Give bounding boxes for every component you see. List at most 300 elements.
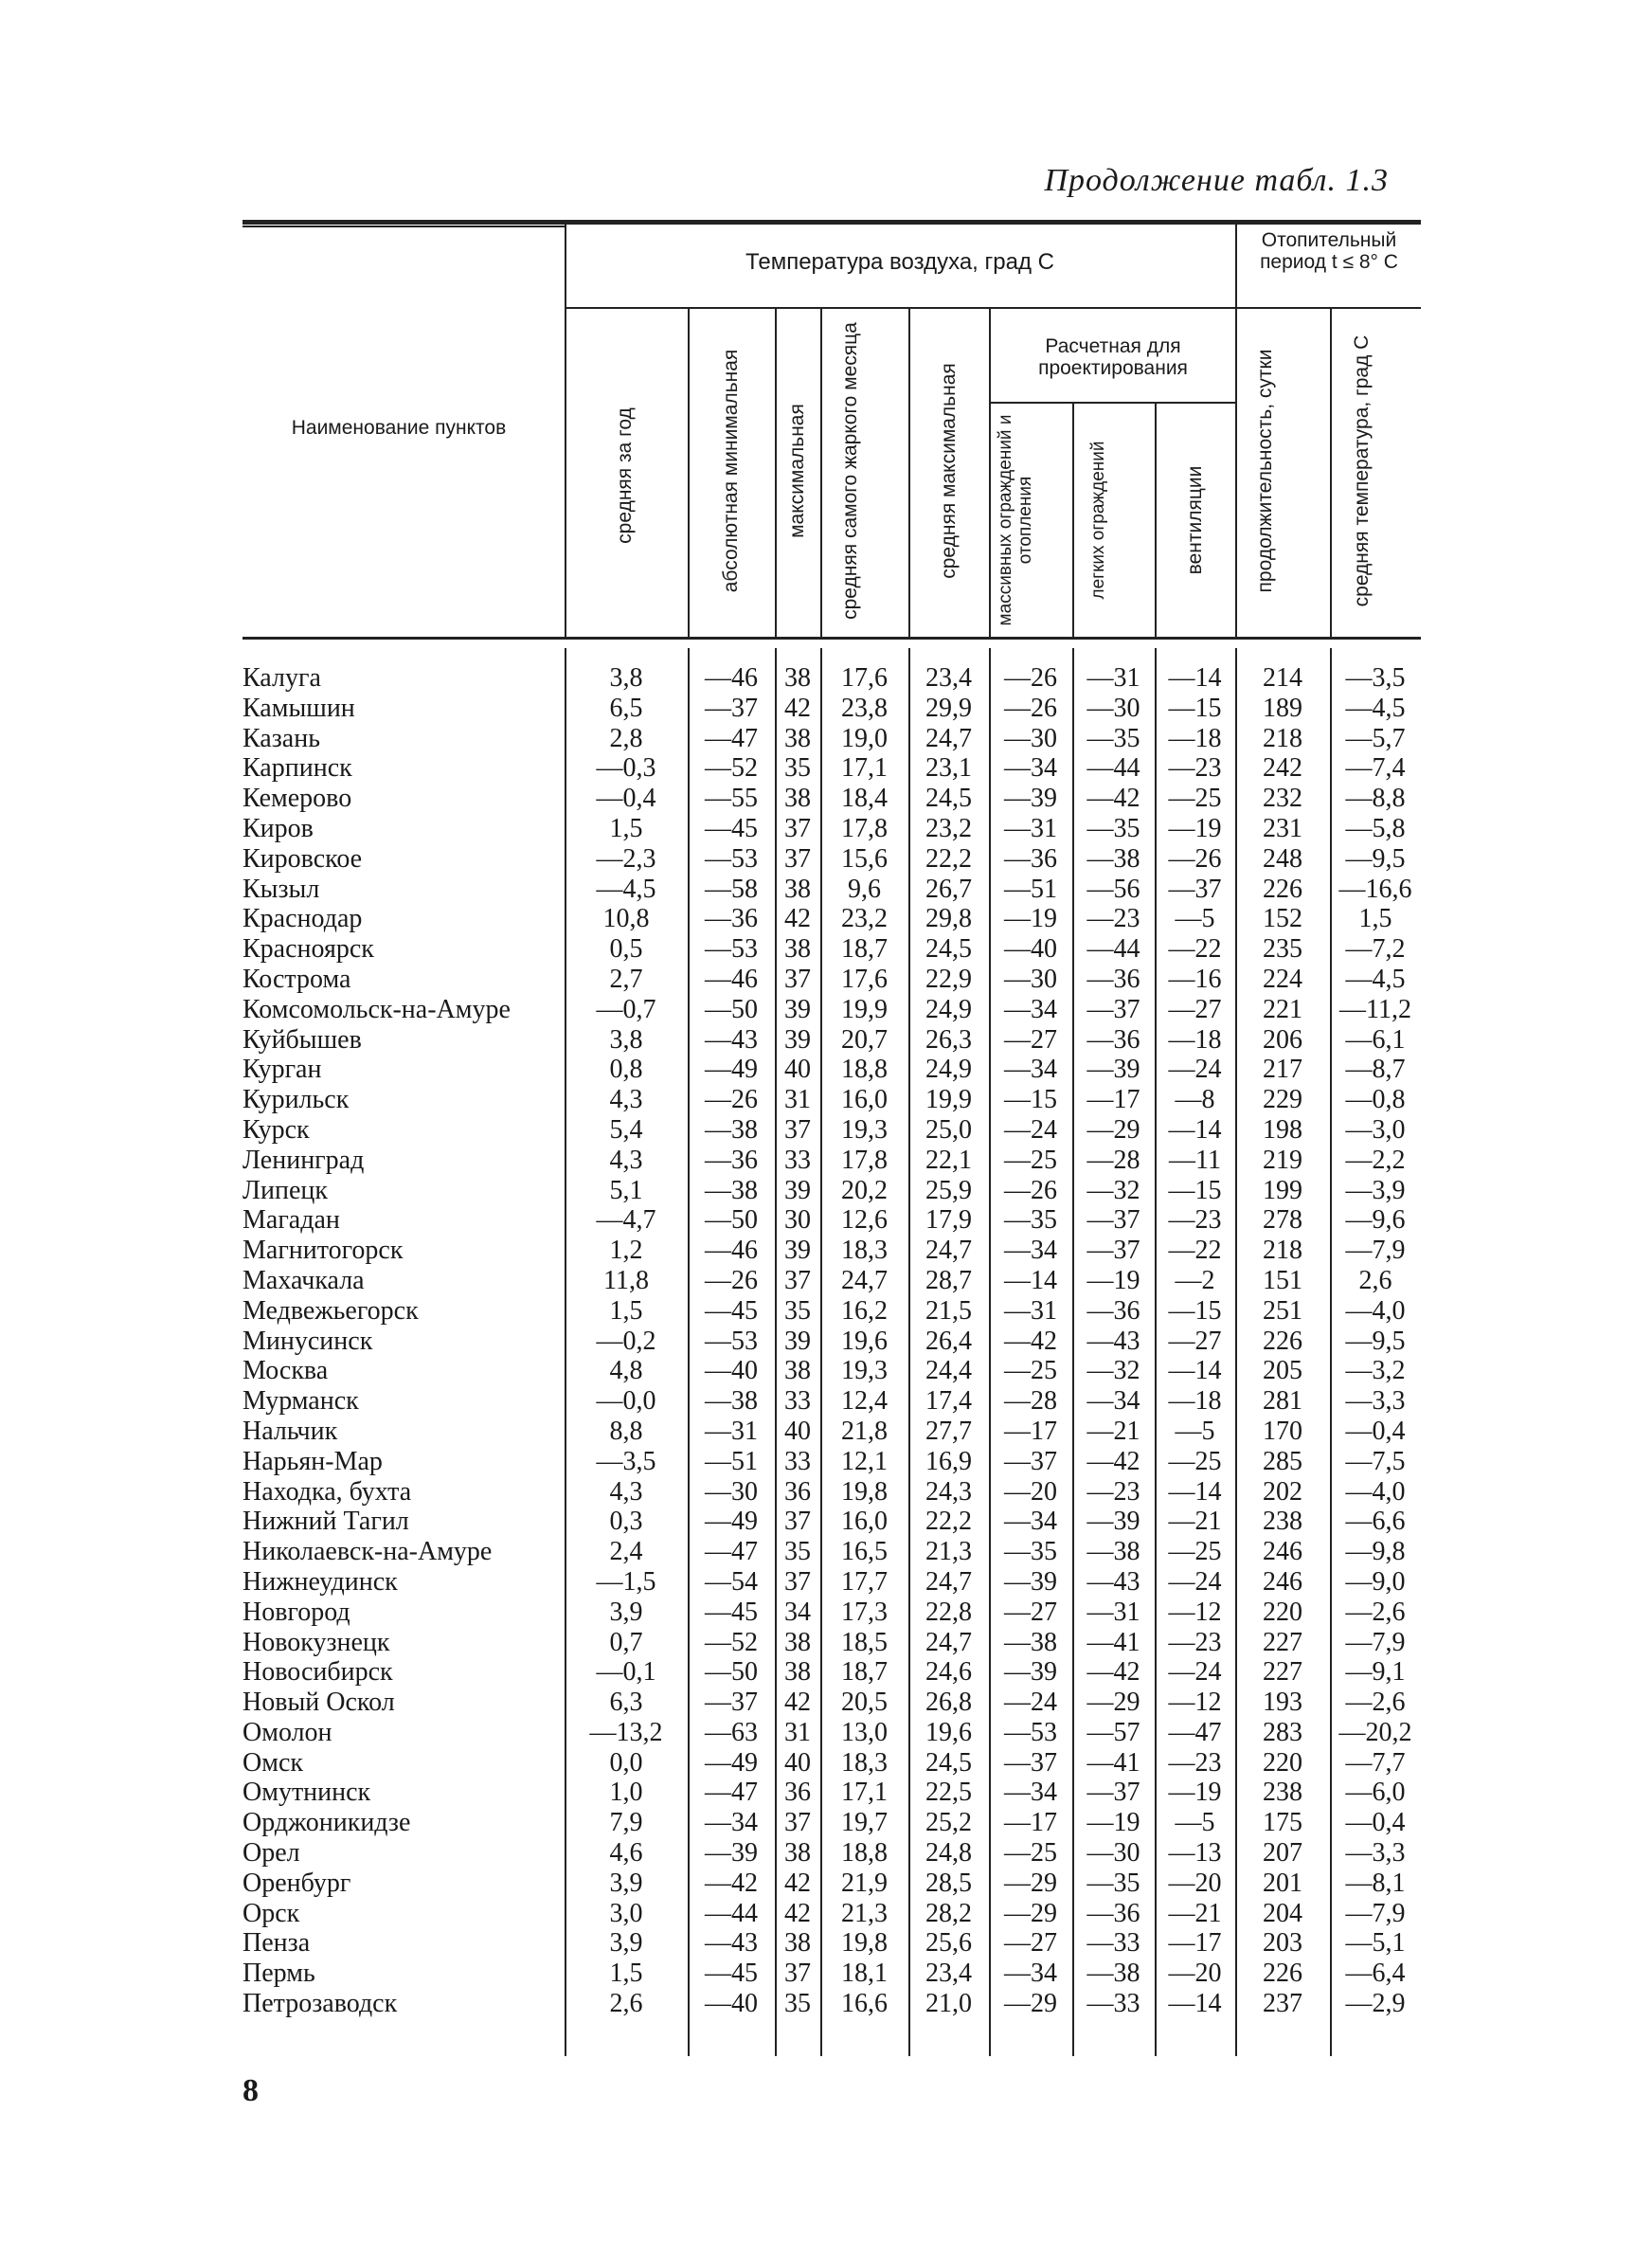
cell-avg-year: —0,7	[596, 994, 656, 1024]
cell-light: —30	[1086, 693, 1140, 723]
cell-massive: —29	[1004, 1989, 1057, 2019]
cell-avg-temp: —2,6	[1345, 1688, 1406, 1718]
cell-avg-hot-month: 19,0	[841, 723, 888, 753]
cell-avg-max: 24,7	[925, 1566, 972, 1597]
cell-avg-year: —0,4	[596, 784, 656, 814]
point-name: Курильск	[242, 1085, 350, 1115]
table-row	[242, 784, 1421, 814]
table-row	[242, 1327, 1421, 1357]
cell-duration: 217	[1263, 1055, 1302, 1085]
cell-avg-max: 17,4	[925, 1386, 972, 1417]
cell-vent: —14	[1168, 1356, 1222, 1386]
cell-vent: —14	[1168, 663, 1222, 693]
cell-vent: —14	[1168, 1989, 1222, 2019]
table-row	[242, 1567, 1421, 1598]
table-row	[242, 1386, 1421, 1417]
cell-duration: 204	[1263, 1898, 1302, 1928]
point-name: Камышин	[242, 693, 355, 723]
cell-avg-year: 3,0	[609, 1898, 643, 1928]
cell-massive: —14	[1004, 1265, 1057, 1295]
cell-light: —42	[1086, 784, 1140, 814]
cell-avg-temp: —6,0	[1345, 1778, 1406, 1808]
cell-massive: —35	[1004, 1537, 1057, 1567]
cell-avg-max: 26,7	[925, 874, 972, 904]
cell-massive: —51	[1004, 874, 1057, 904]
cell-avg-max: 24,7	[925, 1627, 972, 1657]
cell-abs-min: —36	[705, 904, 758, 934]
cell-duration: 238	[1263, 1778, 1302, 1808]
cell-vent: —22	[1168, 1236, 1222, 1266]
cell-abs-min: —37	[705, 693, 758, 723]
cell-avg-year: 7,9	[609, 1808, 643, 1838]
cell-avg-temp: —4,5	[1345, 693, 1406, 723]
cell-max: 35	[784, 1295, 811, 1326]
cell-massive: —17	[1004, 1416, 1057, 1446]
cell-vent: —19	[1168, 813, 1222, 843]
cell-massive: —28	[1004, 1386, 1057, 1417]
cell-light: —17	[1086, 1085, 1140, 1115]
cell-light: —19	[1086, 1808, 1140, 1838]
cell-light: —41	[1086, 1747, 1140, 1778]
cell-abs-min: —30	[705, 1476, 758, 1507]
table-row	[242, 1176, 1421, 1206]
cell-avg-temp: —9,0	[1345, 1566, 1406, 1597]
cell-avg-year: —0,2	[596, 1326, 656, 1356]
cell-avg-hot-month: 21,3	[841, 1898, 888, 1928]
cell-avg-year: 2,6	[609, 1989, 643, 2019]
cell-massive: —53	[1004, 1717, 1057, 1747]
cell-vent: —22	[1168, 934, 1222, 965]
table-row	[242, 1989, 1421, 2019]
cell-abs-min: —38	[705, 1175, 758, 1205]
cell-avg-year: 0,3	[609, 1507, 643, 1537]
cell-avg-hot-month: 18,1	[841, 1959, 888, 1989]
cell-avg-temp: —4,0	[1345, 1295, 1406, 1326]
cell-massive: —20	[1004, 1476, 1057, 1507]
cell-avg-max: 25,6	[925, 1928, 972, 1959]
table-row	[242, 1055, 1421, 1085]
cell-avg-temp: —9,1	[1345, 1657, 1406, 1688]
header-duration: продолжительность, сутки	[1254, 349, 1276, 593]
cell-vent: —23	[1168, 753, 1222, 784]
point-name: Нижнеудинск	[242, 1566, 398, 1597]
cell-avg-hot-month: 9,6	[848, 874, 881, 904]
cell-vent: —25	[1168, 784, 1222, 814]
cell-light: —44	[1086, 934, 1140, 965]
cell-avg-hot-month: 20,7	[841, 1024, 888, 1055]
cell-avg-temp: —0,4	[1345, 1808, 1406, 1838]
cell-max: 37	[784, 1566, 811, 1597]
cell-vent: —47	[1168, 1717, 1222, 1747]
header-avg-year: средняя за год	[614, 407, 636, 544]
cell-avg-max: 21,5	[925, 1295, 972, 1326]
cell-max: 40	[784, 1055, 811, 1085]
cell-duration: 201	[1263, 1868, 1302, 1898]
cell-avg-year: 6,5	[609, 693, 643, 723]
cell-abs-min: —42	[705, 1868, 758, 1898]
cell-avg-hot-month: 21,9	[841, 1868, 888, 1898]
cell-avg-max: 23,4	[925, 1959, 972, 1989]
table-row	[242, 1778, 1421, 1808]
table-row	[242, 1657, 1421, 1688]
cell-vent: —23	[1168, 1747, 1222, 1778]
cell-avg-temp: —2,9	[1345, 1989, 1406, 2019]
cell-avg-year: 1,5	[609, 1295, 643, 1326]
cell-avg-max: 23,4	[925, 663, 972, 693]
cell-avg-temp: —6,1	[1345, 1024, 1406, 1055]
table-row	[242, 995, 1421, 1025]
cell-max: 42	[784, 1898, 811, 1928]
cell-avg-temp: —4,5	[1345, 964, 1406, 994]
cell-avg-year: 1,0	[609, 1778, 643, 1808]
cell-avg-hot-month: 12,6	[841, 1205, 888, 1236]
cell-light: —35	[1086, 1868, 1140, 1898]
cell-massive: —26	[1004, 1175, 1057, 1205]
point-name: Кировское	[242, 843, 363, 874]
table-row	[242, 1928, 1421, 1959]
cell-abs-min: —38	[705, 1386, 758, 1417]
table-body	[242, 663, 1421, 2019]
cell-vent: —14	[1168, 1114, 1222, 1145]
cell-avg-year: —4,5	[596, 874, 656, 904]
table-row	[242, 1025, 1421, 1056]
cell-abs-min: —45	[705, 1959, 758, 1989]
cell-avg-year: 10,8	[602, 904, 650, 934]
cell-light: —42	[1086, 1657, 1140, 1688]
cell-duration: 285	[1263, 1446, 1302, 1476]
cell-duration: 246	[1263, 1566, 1302, 1597]
cell-avg-year: —0,1	[596, 1657, 656, 1688]
cell-vent: —18	[1168, 1386, 1222, 1417]
table-row	[242, 663, 1421, 694]
point-name: Мурманск	[242, 1386, 359, 1417]
cell-light: —38	[1086, 1959, 1140, 1989]
cell-max: 33	[784, 1386, 811, 1417]
cell-vent: —5	[1175, 1808, 1215, 1838]
cell-max: 38	[784, 874, 811, 904]
cell-avg-max: 24,7	[925, 723, 972, 753]
cell-light: —35	[1086, 723, 1140, 753]
cell-abs-min: —46	[705, 964, 758, 994]
cell-avg-max: 22,1	[925, 1145, 972, 1175]
point-name: Пенза	[242, 1928, 311, 1959]
cell-abs-min: —47	[705, 1778, 758, 1808]
cell-light: —36	[1086, 1898, 1140, 1928]
cell-duration: 229	[1263, 1085, 1302, 1115]
cell-avg-year: 6,3	[609, 1688, 643, 1718]
cell-duration: 205	[1263, 1356, 1302, 1386]
cell-duration: 238	[1263, 1507, 1302, 1537]
cell-avg-temp: —2,6	[1345, 1597, 1406, 1627]
point-name: Махачкала	[242, 1265, 365, 1295]
point-name: Карпинск	[242, 753, 352, 784]
cell-light: —37	[1086, 1236, 1140, 1266]
cell-abs-min: —26	[705, 1265, 758, 1295]
cell-massive: —37	[1004, 1747, 1057, 1778]
cell-duration: 226	[1263, 1326, 1302, 1356]
cell-avg-year: —0,0	[596, 1386, 656, 1417]
cell-duration: 152	[1263, 904, 1302, 934]
cell-light: —30	[1086, 1838, 1140, 1869]
cell-massive: —39	[1004, 1566, 1057, 1597]
header-avg-max: средняя максимальная	[938, 363, 960, 579]
cell-avg-max: 29,8	[925, 904, 972, 934]
cell-abs-min: —43	[705, 1928, 758, 1959]
cell-avg-temp: —9,5	[1345, 1326, 1406, 1356]
cell-vent: —27	[1168, 994, 1222, 1024]
cell-duration: 193	[1263, 1688, 1302, 1718]
cell-avg-max: 21,3	[925, 1537, 972, 1567]
cell-avg-max: 24,8	[925, 1838, 972, 1869]
point-name: Орск	[242, 1898, 300, 1928]
point-name: Курск	[242, 1114, 310, 1145]
cell-vent: —15	[1168, 1295, 1222, 1326]
point-name: Кемерово	[242, 784, 352, 814]
cell-avg-hot-month: 19,6	[841, 1326, 888, 1356]
cell-avg-max: 23,2	[925, 813, 972, 843]
cell-avg-temp: —20,2	[1338, 1717, 1412, 1747]
cell-avg-max: 17,9	[925, 1205, 972, 1236]
cell-massive: —42	[1004, 1326, 1057, 1356]
cell-max: 38	[784, 1657, 811, 1688]
cell-avg-hot-month: 16,5	[841, 1537, 888, 1567]
cell-light: —44	[1086, 753, 1140, 784]
cell-avg-max: 24,9	[925, 1055, 972, 1085]
cell-duration: 231	[1263, 813, 1302, 843]
cell-max: 38	[784, 1838, 811, 1869]
cell-avg-temp: —7,4	[1345, 753, 1406, 784]
point-name: Находка, бухта	[242, 1476, 412, 1507]
cell-max: 30	[784, 1205, 811, 1236]
cell-vent: —37	[1168, 874, 1222, 904]
cell-duration: 203	[1263, 1928, 1302, 1959]
cell-avg-max: 26,8	[925, 1688, 972, 1718]
table-row	[242, 1417, 1421, 1447]
cell-massive: —26	[1004, 693, 1057, 723]
cell-vent: —26	[1168, 843, 1222, 874]
cell-max: 40	[784, 1747, 811, 1778]
cell-avg-max: 24,5	[925, 934, 972, 965]
table-row	[242, 814, 1421, 844]
cell-massive: —24	[1004, 1114, 1057, 1145]
cell-max: 38	[784, 784, 811, 814]
cell-avg-max: 26,3	[925, 1024, 972, 1055]
cell-duration: 242	[1263, 753, 1302, 784]
cell-light: —35	[1086, 813, 1140, 843]
cell-vent: —15	[1168, 1175, 1222, 1205]
cell-light: —39	[1086, 1055, 1140, 1085]
cell-abs-min: —53	[705, 843, 758, 874]
cell-avg-temp: —3,5	[1345, 663, 1406, 693]
cell-max: 39	[784, 1175, 811, 1205]
cell-avg-temp: —3,2	[1345, 1356, 1406, 1386]
header-max: максимальная	[786, 404, 808, 538]
point-name: Орел	[242, 1838, 300, 1869]
cell-max: 38	[784, 723, 811, 753]
page-number: 8	[242, 2073, 259, 2108]
cell-max: 37	[784, 843, 811, 874]
cell-avg-year: 4,8	[609, 1356, 643, 1386]
cell-abs-min: —47	[705, 723, 758, 753]
cell-light: —57	[1086, 1717, 1140, 1747]
point-name: Нижний Тагил	[242, 1507, 409, 1537]
cell-avg-hot-month: 21,8	[841, 1416, 888, 1446]
cell-duration: 206	[1263, 1024, 1302, 1055]
cell-avg-temp: —9,8	[1345, 1537, 1406, 1567]
cell-avg-hot-month: 17,6	[841, 964, 888, 994]
cell-avg-hot-month: 23,8	[841, 693, 888, 723]
cell-abs-min: —45	[705, 1295, 758, 1326]
header-temp-group: Температура воздуха, град С	[745, 249, 1054, 275]
cell-avg-year: 4,3	[609, 1476, 643, 1507]
cell-avg-hot-month: 17,7	[841, 1566, 888, 1597]
cell-avg-max: 22,2	[925, 843, 972, 874]
cell-abs-min: —26	[705, 1085, 758, 1115]
cell-vent: —21	[1168, 1507, 1222, 1537]
cell-vent: —25	[1168, 1446, 1222, 1476]
cell-avg-hot-month: 18,7	[841, 1657, 888, 1688]
cell-avg-year: 2,4	[609, 1537, 643, 1567]
cell-avg-temp: 2,6	[1358, 1265, 1392, 1295]
cell-abs-min: —53	[705, 1326, 758, 1356]
cell-avg-max: 24,5	[925, 784, 972, 814]
point-name: Новый Оскол	[242, 1688, 395, 1718]
cell-max: 37	[784, 1808, 811, 1838]
point-name: Киров	[242, 813, 314, 843]
cell-duration: 207	[1263, 1838, 1302, 1869]
table-row	[242, 1507, 1421, 1537]
point-name: Курган	[242, 1055, 322, 1085]
cell-light: —21	[1086, 1416, 1140, 1446]
cell-max: 36	[784, 1476, 811, 1507]
cell-max: 38	[784, 1627, 811, 1657]
table-header	[242, 224, 1421, 639]
cell-avg-hot-month: 17,1	[841, 1778, 888, 1808]
table-row	[242, 1146, 1421, 1176]
cell-vent: —24	[1168, 1657, 1222, 1688]
cell-avg-hot-month: 17,8	[841, 813, 888, 843]
cell-avg-year: 5,1	[609, 1175, 643, 1205]
cell-avg-hot-month: 18,3	[841, 1236, 888, 1266]
cell-avg-year: 2,7	[609, 964, 643, 994]
cell-massive: —39	[1004, 1657, 1057, 1688]
cell-max: 37	[784, 964, 811, 994]
cell-max: 42	[784, 1688, 811, 1718]
cell-light: —42	[1086, 1446, 1140, 1476]
cell-avg-max: 27,7	[925, 1416, 972, 1446]
cell-avg-year: 11,8	[603, 1265, 649, 1295]
cell-max: 38	[784, 934, 811, 965]
table-row	[242, 1598, 1421, 1628]
table-row	[242, 1205, 1421, 1236]
point-name: Петрозаводск	[242, 1989, 398, 2019]
cell-avg-temp: —16,6	[1338, 874, 1412, 904]
cell-abs-min: —47	[705, 1537, 758, 1567]
cell-light: —41	[1086, 1627, 1140, 1657]
header-vent: вентиляции	[1184, 465, 1206, 575]
cell-avg-hot-month: 19,7	[841, 1808, 888, 1838]
cell-duration: 151	[1263, 1265, 1302, 1295]
cell-duration: 226	[1263, 1959, 1302, 1989]
cell-max: 31	[784, 1717, 811, 1747]
cell-massive: —34	[1004, 1236, 1057, 1266]
cell-max: 39	[784, 994, 811, 1024]
cell-massive: —19	[1004, 904, 1057, 934]
cell-vent: —23	[1168, 1627, 1222, 1657]
cell-light: —36	[1086, 964, 1140, 994]
point-name: Комсомольск-на-Амуре	[242, 994, 511, 1024]
cell-duration: 220	[1263, 1597, 1302, 1627]
cell-vent: —5	[1175, 904, 1215, 934]
cell-duration: 246	[1263, 1537, 1302, 1567]
cell-max: 37	[784, 1114, 811, 1145]
cell-avg-hot-month: 23,2	[841, 904, 888, 934]
cell-abs-min: —36	[705, 1145, 758, 1175]
cell-avg-hot-month: 18,8	[841, 1055, 888, 1085]
point-name: Куйбышев	[242, 1024, 362, 1055]
point-name: Медвежьегорск	[242, 1295, 419, 1326]
cell-light: —43	[1086, 1326, 1140, 1356]
cell-duration: 235	[1263, 934, 1302, 965]
point-name: Новгород	[242, 1597, 350, 1627]
table-row	[242, 934, 1421, 965]
cell-avg-max: 25,0	[925, 1114, 972, 1145]
cell-abs-min: —49	[705, 1747, 758, 1778]
cell-max: 38	[784, 663, 811, 693]
cell-light: —56	[1086, 874, 1140, 904]
cell-max: 37	[784, 1265, 811, 1295]
cell-avg-max: 24,4	[925, 1356, 972, 1386]
cell-vent: —13	[1168, 1838, 1222, 1869]
cell-abs-min: —40	[705, 1356, 758, 1386]
cell-duration: 221	[1263, 994, 1302, 1024]
cell-abs-min: —50	[705, 994, 758, 1024]
cell-avg-max: 24,6	[925, 1657, 972, 1688]
cell-massive: —31	[1004, 1295, 1057, 1326]
cell-avg-temp: —2,2	[1345, 1145, 1406, 1175]
cell-avg-max: 16,9	[925, 1446, 972, 1476]
cell-avg-hot-month: 20,2	[841, 1175, 888, 1205]
cell-abs-min: —50	[705, 1205, 758, 1236]
cell-avg-year: 0,7	[609, 1627, 643, 1657]
cell-abs-min: —45	[705, 813, 758, 843]
cell-vent: —20	[1168, 1868, 1222, 1898]
point-name: Краснодар	[242, 904, 363, 934]
cell-massive: —15	[1004, 1085, 1057, 1115]
cell-vent: —20	[1168, 1959, 1222, 1989]
table-row	[242, 965, 1421, 995]
table-row	[242, 1356, 1421, 1386]
cell-duration: 281	[1263, 1386, 1302, 1417]
cell-max: 33	[784, 1446, 811, 1476]
cell-light: —32	[1086, 1175, 1140, 1205]
cell-avg-hot-month: 17,6	[841, 663, 888, 693]
cell-massive: —24	[1004, 1688, 1057, 1718]
cell-avg-temp: —7,5	[1345, 1446, 1406, 1476]
cell-abs-min: —46	[705, 663, 758, 693]
table-row	[242, 694, 1421, 724]
cell-light: —23	[1086, 1476, 1140, 1507]
cell-max: 31	[784, 1085, 811, 1115]
point-name: Оренбург	[242, 1868, 351, 1898]
cell-light: —39	[1086, 1507, 1140, 1537]
table-caption: Продолжение табл. 1.3	[1044, 163, 1389, 198]
point-name: Новокузнецк	[242, 1627, 390, 1657]
header-light: легких ограждений	[1088, 441, 1108, 600]
cell-abs-min: —50	[705, 1657, 758, 1688]
cell-light: —32	[1086, 1356, 1140, 1386]
cell-avg-hot-month: 17,8	[841, 1145, 888, 1175]
